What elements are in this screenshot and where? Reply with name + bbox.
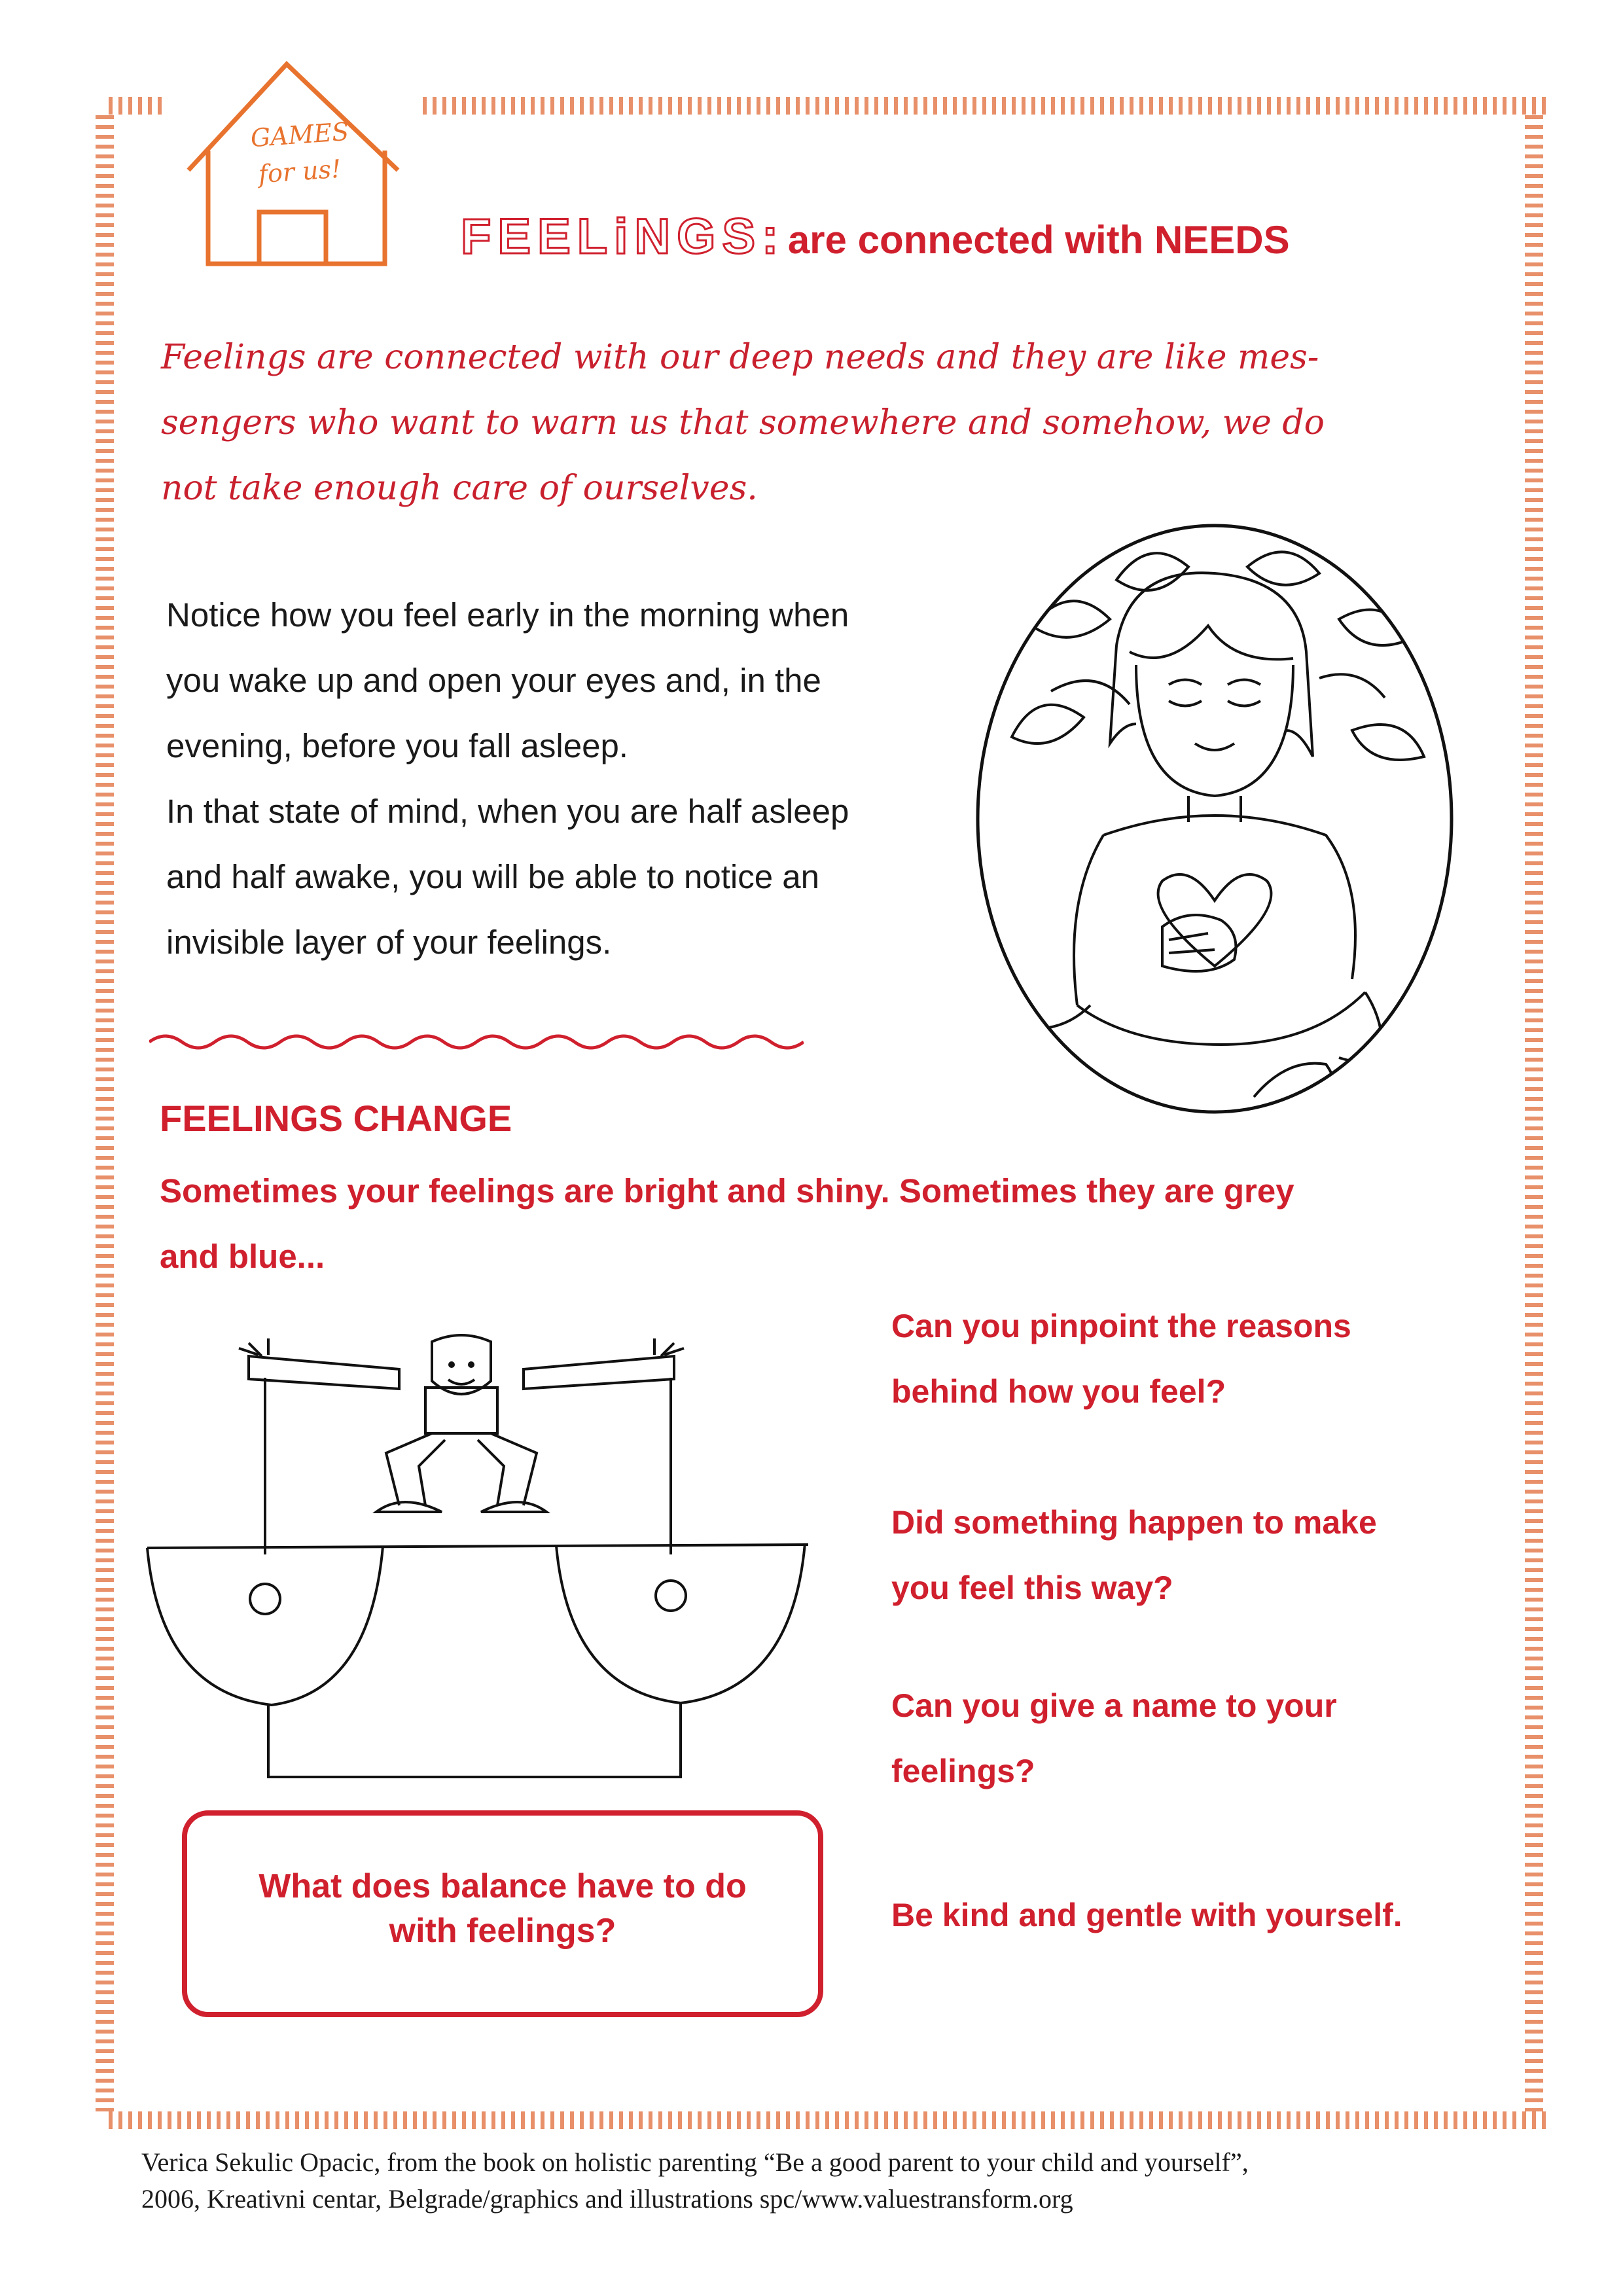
be-kind-text: Be kind and gentle with yourself. — [891, 1897, 1402, 1933]
border-top-left — [109, 97, 164, 115]
footer-line2: 2006, Kreativni centar, Belgrade/graphics and illustrations spc/www.valuestransform.org — [141, 2184, 1073, 2214]
notice-line3: evening, before you fall asleep. — [166, 727, 628, 764]
balance-question-line2: with feelings? — [389, 1912, 616, 1950]
intro-line1: Feelings are connected with our deep needs and they are like mes- — [161, 338, 1319, 377]
section-line2: and blue... — [160, 1238, 325, 1275]
question-1 — [891, 1293, 1351, 1424]
wavy-divider — [149, 1029, 804, 1055]
logo-text-line2: for us! — [257, 154, 342, 189]
section-heading: FEELINGS CHANGE — [160, 1098, 512, 1139]
question-2-line1: Did something happen to make — [891, 1504, 1377, 1541]
title-subtitle: are connected with NEEDS — [787, 218, 1290, 262]
logo-text-line1: GAMES — [249, 117, 350, 153]
border-top-right — [423, 97, 1550, 115]
intro-paragraph — [161, 325, 1516, 521]
border-bottom — [109, 2111, 1550, 2129]
balance-question — [187, 1864, 818, 1953]
balance-question-line1: What does balance have to do — [259, 1867, 747, 1905]
question-3-line2: feelings? — [891, 1753, 1035, 1789]
section-line1: Sometimes your feelings are bright and shiny. Sometimes they are grey — [160, 1172, 1294, 1210]
section-paragraph — [160, 1158, 1521, 1289]
notice-paragraph — [166, 583, 991, 975]
border-right — [1525, 115, 1543, 2111]
question-2-line2: you feel this way? — [891, 1570, 1173, 1606]
border-left — [96, 115, 114, 2111]
footer-credit — [141, 2144, 1548, 2217]
balance-question-box — [182, 1810, 823, 2017]
question-1-line2: behind how you feel? — [891, 1373, 1226, 1410]
notice-line2: you wake up and open your eyes and, in the — [166, 662, 821, 699]
notice-line6: invisible layer of your feelings. — [166, 924, 612, 961]
notice-line5: and half awake, you will be able to notice an — [166, 858, 819, 895]
title-feelings: FEELiNGS: — [461, 209, 785, 264]
notice-line4: In that state of mind, when you are half asleep — [166, 793, 849, 830]
question-1-line1: Can you pinpoint the reasons — [891, 1308, 1351, 1344]
girl-illustration — [972, 521, 1457, 1117]
balance-illustration — [144, 1322, 818, 1793]
notice-line1: Notice how you feel early in the morning when — [166, 596, 849, 634]
question-2 — [891, 1490, 1377, 1621]
intro-line3: not take enough care of ourselves. — [161, 469, 758, 508]
games-logo — [169, 58, 418, 274]
question-3-line1: Can you give a name to your — [891, 1687, 1337, 1724]
page-title — [461, 208, 1290, 265]
footer-line1: Verica Sekulic Opacic, from the book on holistic parenting “Be a good parent to your child and yourself”, — [141, 2147, 1249, 2177]
intro-line2: sengers who want to warn us that somewhere and somehow, we do — [161, 403, 1325, 442]
question-3 — [891, 1673, 1337, 1804]
